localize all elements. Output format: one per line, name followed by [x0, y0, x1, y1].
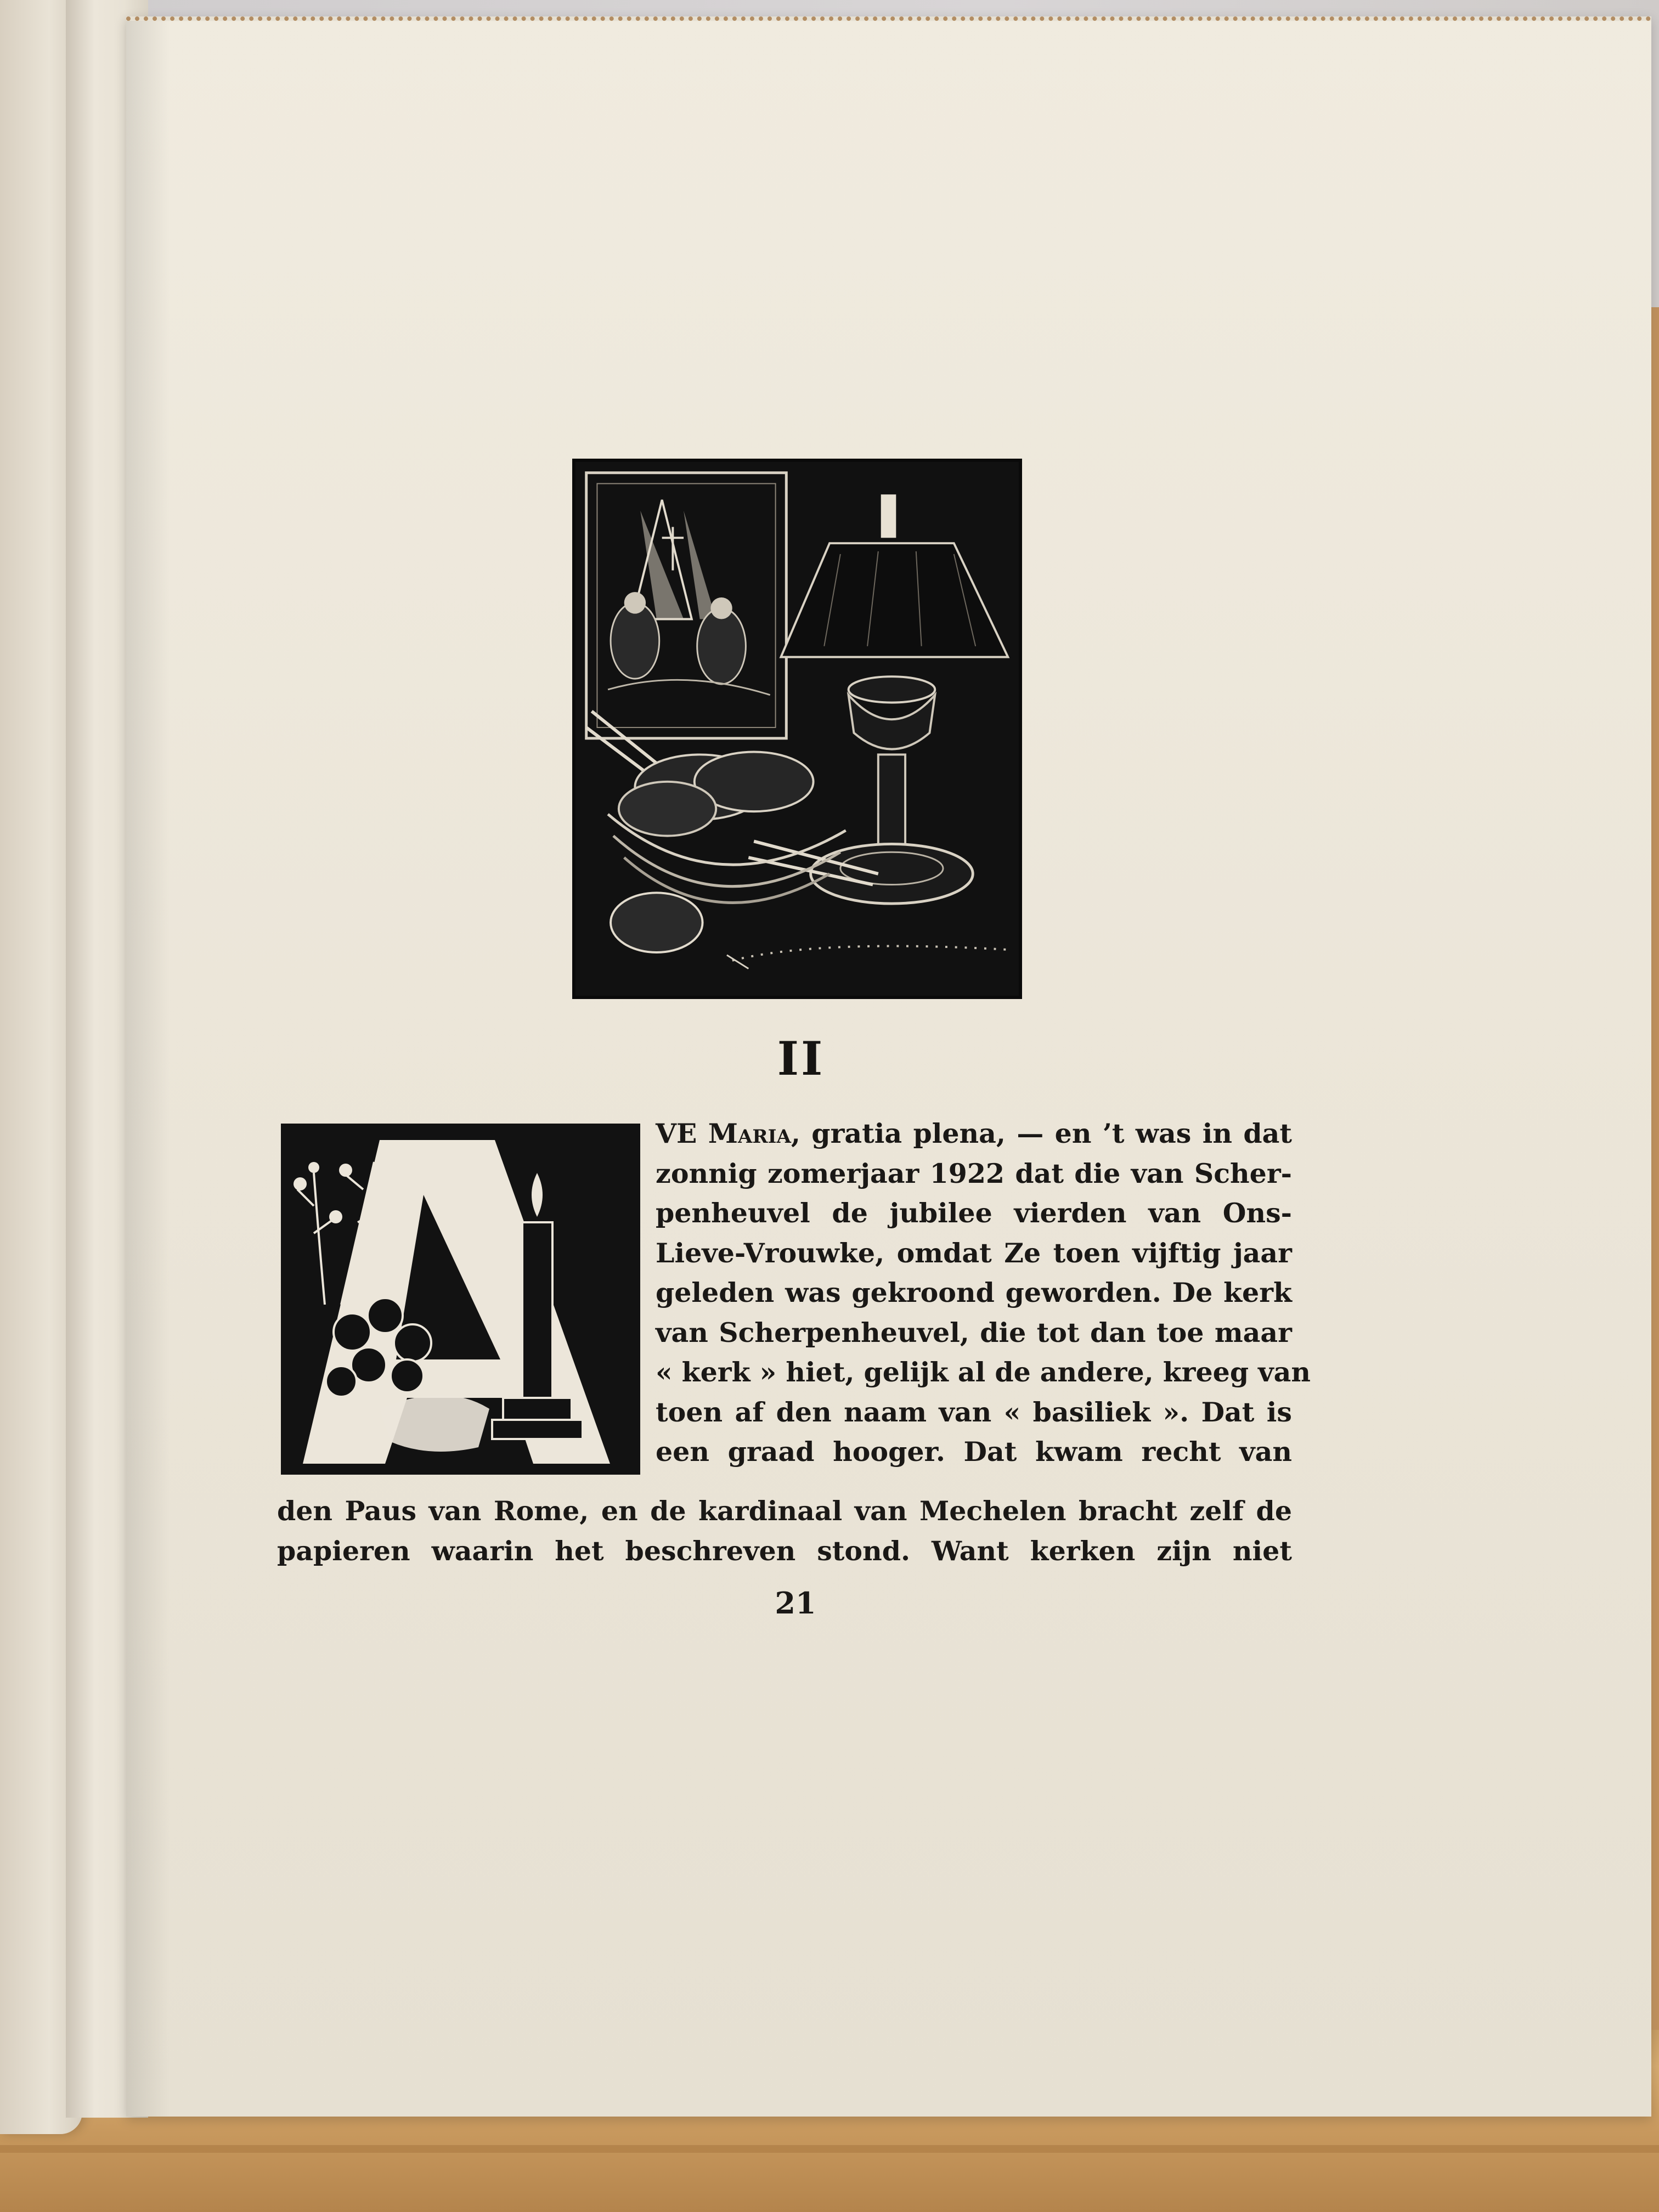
text-line-2: zonnig zomerjaar 1922 dat die van Scher- [656, 1157, 1292, 1189]
opening-smallcaps: VE Maria [656, 1118, 791, 1149]
text-line-10: den Paus van Rome, en de kardinaal van Mechelen bracht zelf de [277, 1495, 1292, 1527]
initial-letter-illustration [281, 1124, 640, 1475]
text-line-11: papieren waarin het beschreven stond. Want kerken zijn niet [277, 1534, 1292, 1567]
text-line-1 [656, 1114, 1292, 1154]
text-line-6: van Scherpenheuvel, die tot dan toe maar [656, 1316, 1292, 1348]
text-line-9: een graad hooger. Dat kwam recht van [656, 1436, 1292, 1468]
decorated-initial-a [281, 1124, 640, 1475]
chapter-numeral: II [777, 1031, 825, 1086]
text-line-1-rest: , gratia plena, — en ’t was in dat [791, 1118, 1292, 1149]
page-number: 21 [775, 1585, 816, 1621]
book-page [126, 16, 1651, 2117]
text-line-8: toen af den naam van « basiliek ». Dat is [656, 1396, 1292, 1428]
text-line-5: geleden was gekroond geworden. De kerk [656, 1277, 1292, 1308]
paragraph-wrapped-text [656, 1114, 1311, 1472]
text-line-7: « kerk » hiet, gelijk al de andere, kreeg van [656, 1356, 1311, 1388]
text-line-3: penheuvel de jubilee vierden van Ons- [656, 1197, 1292, 1229]
paragraph-full-width-text [277, 1491, 1292, 1571]
text-line-4: Lieve-Vrouwke, omdat Ze toen vijftig jaar [656, 1237, 1292, 1269]
woodcut-lamp-basket-image [575, 462, 1019, 996]
woodcut-illustration [572, 459, 1022, 999]
